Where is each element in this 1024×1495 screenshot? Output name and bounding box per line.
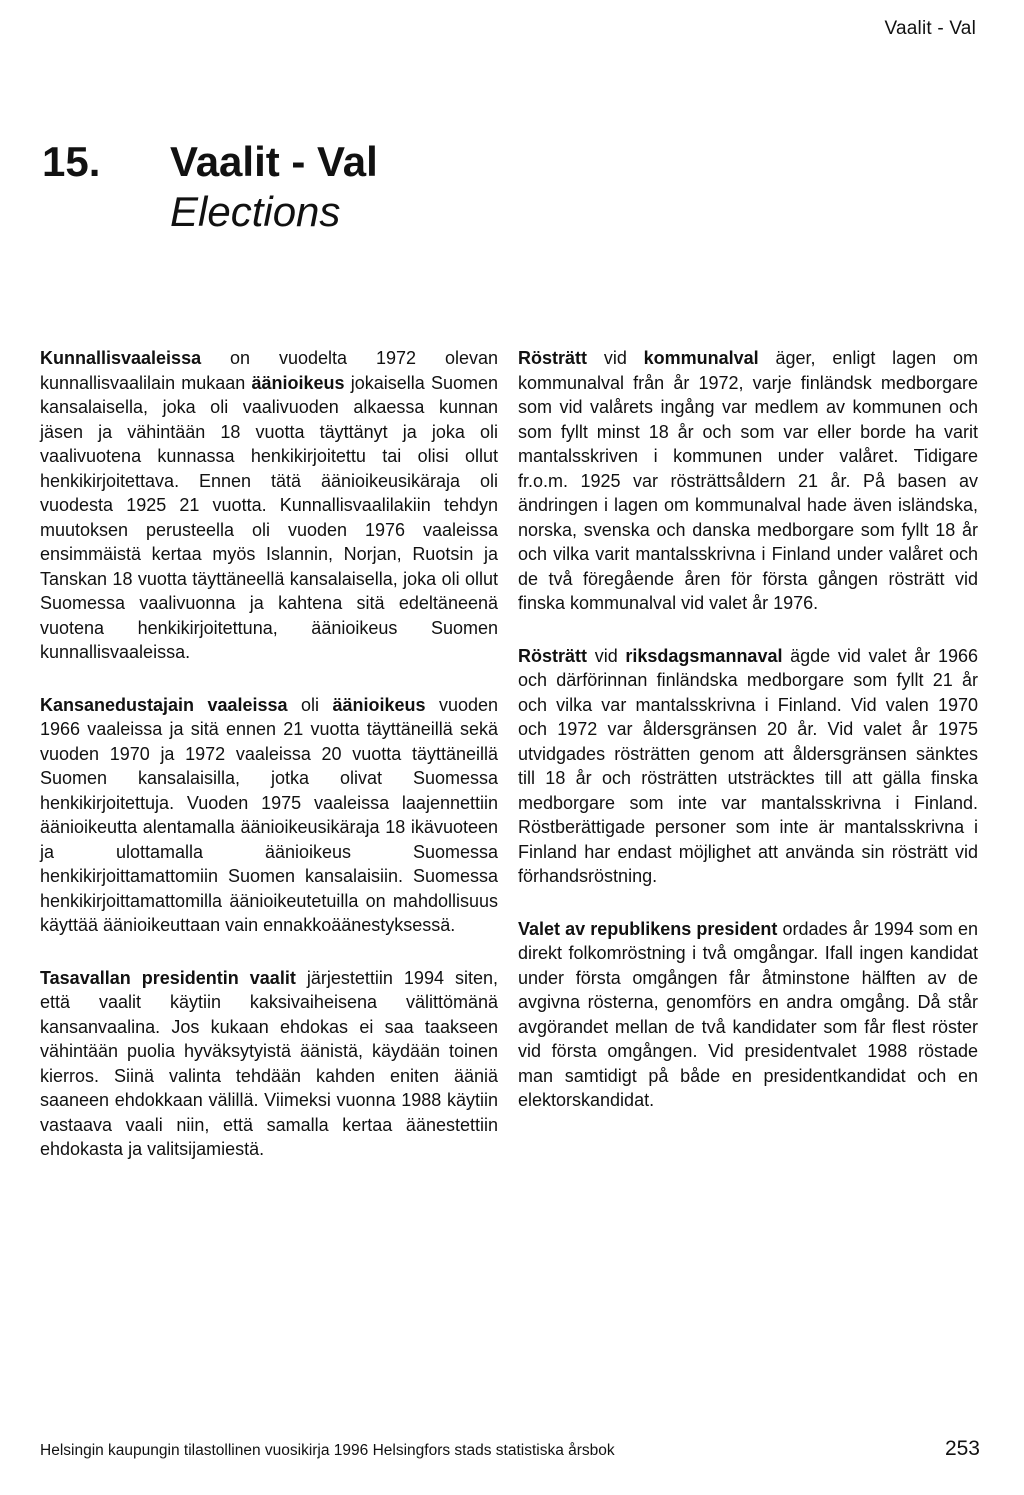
paragraph-municipal-elections-sv: Rösträtt vid kommunalval äger, enligt lagen om kommunalval från år 1972, varje finländsk medborgare som vid valårets ingång var medlem av kommunen och som fyllt minst 18 år och som var eller borde ha varit mantalsskriven i kommunen under valåret. Tidigare fr.o.m. 1925 var rösträttsåldern 21 år. På basen av ändringen i lagen om kommunalval hade även isländska, norska, svenska och danska medborgare som fyllt 18 år och vilka varit mantalsskrivna i Finland under valåret och de två föregående åren för första gången rösträtt vid finska kommunalval vid valet år 1976. <box>518 348 979 613</box>
chapter-heading <box>42 138 378 236</box>
lead-term: Kansanedustajain vaaleissa <box>40 694 288 715</box>
bold-term: kommunalval <box>643 348 759 368</box>
lead-term: Kunnallisvaaleissa <box>40 348 202 368</box>
page-number: 253 <box>944 1437 980 1460</box>
lead-term: Valet av republikens president <box>518 918 778 939</box>
paragraph-presidential-elections-sv: Valet av republikens president ordades år 1994 som en direkt folkomröstning i två omgångar. Ifall ingen kandidat under första omgången får åtminstone hälften av de avgivna rösterna, genomförs en andra omgång. Då står avgörandet mellan de två kandidater som får flest röster vid första omgången. Vid presidentvalet 1988 röstade man samtidigt på både en presidentkandidat och en elektorskandidat. <box>518 918 978 1110</box>
paragraph-parliamentary-elections-sv: Rösträtt vid riksdagsmannaval ägde vid valet år 1966 och därförinnan finländska medborgare som fyllt 21 år och vilka var mantalsskrivna i Finland. Vid valen 1970 och 1972 var åldersgränsen 20 år. Vid valet år 1975 utvidgades rösträtten genom att åldersgränsen sänktes till 18 år och rösträtten utsträcktes till att gälla finska medborgare som inte var mantalsskrivna i Finland. Röstberättigade personer som inte är mantalsskrivna i Finland har endast möjlighet att använda sin rösträtt vid förhandsröstning. <box>518 645 978 886</box>
paragraph-presidential-elections-fi: Tasavallan presidentin vaalit järjestettiin 1994 siten, että vaalit käytiin kaksivaiheisena välittömänä kansanvaalina. Jos kukaan ehdokas ei saa taakseen vähintään puolia hyväksytyistä äänistä, käydään toinen kierros. Siinä valinta tehdään kahden eniten ääniä saaneen ehdokkaan välillä. Viimeksi vuonna 1988 käytiin vastaava vaali niin, että samalla kertaa äänestettiin ehdokasta ja valitsijamiestä. <box>40 967 499 1159</box>
chapter-title: Vaalit - Val <box>170 138 378 185</box>
chapter-subtitle: Elections <box>170 188 341 235</box>
bold-term: riksdagsmannaval <box>625 645 783 666</box>
bold-term: äänioikeus <box>332 694 426 715</box>
chapter-number: 15. <box>42 138 101 185</box>
page-footer <box>40 1437 980 1461</box>
lead-term: Tasavallan presidentin vaalit <box>40 967 296 988</box>
lead-term: Rösträtt <box>518 348 588 368</box>
publication-title: Helsingin kaupungin tilastollinen vuosikirja 1996 Helsingfors stads statistiska årsbok <box>40 1442 615 1459</box>
paragraph-municipal-elections-fi: Kunnallisvaaleissa on vuodelta 1972 olevan kunnallisvaalilain mukaan äänioikeus jokaisella Suomen kansalaisella, joka oli vaalivuoden alkaessa kunnan jäsen ja vähintään 18 vuotta täyttänyt ja joka oli vaalivuotena kunnassa henkikirjoitettu tai olisi ollut henkikirjoitettava. Ennen tätä äänioikeusikäraja oli vuodesta 1925 21 vuotta. Kunnallisvaalilakiin tehdyn muutoksen perusteella oli vuoden 1976 vaaleissa ensimmäistä kertaa myös Islannin, Norjan, Ruotsin ja Tanskan 18 vuotta täyttäneellä kansalaisella, joka oli ollut Suomessa vaalivuonna ja kahtena sitä edeltäneenä vuotena henkikirjoitettuna, äänioikeus Suomen kunnallisvaaleissa. <box>40 348 498 662</box>
swedish-column <box>518 346 978 1141</box>
finnish-column <box>40 346 498 1190</box>
paragraph-parliamentary-elections-fi: Kansanedustajain vaaleissa oli äänioikeus vuoden 1966 vaaleissa ja sitä ennen 21 vuotta täyttäneillä sekä vuoden 1970 ja 1972 vaaleissa 20 vuotta täyttäneillä Suomen kansalaisilla, jotka olivat Suomessa henkikirjoitettuja. Vuoden 1975 vaaleissa laajennettiin äänioikeutta alentamalla äänioikeusikäraja 18 ikävuoteen ja ulottamalla äänioikeus Suomessa henkikirjoittamattomiin Suomen kansalaisiin. Suomessa henkikirjoittamattomilla äänioikeutetuilla on mahdollisuus käyttää äänioikeuttaan vain ennakkoäänestyksessä. <box>40 694 498 935</box>
bold-term: äänioikeus <box>251 372 345 393</box>
running-head: Vaalit - Val <box>884 18 976 39</box>
lead-term: Rösträtt <box>518 645 588 666</box>
